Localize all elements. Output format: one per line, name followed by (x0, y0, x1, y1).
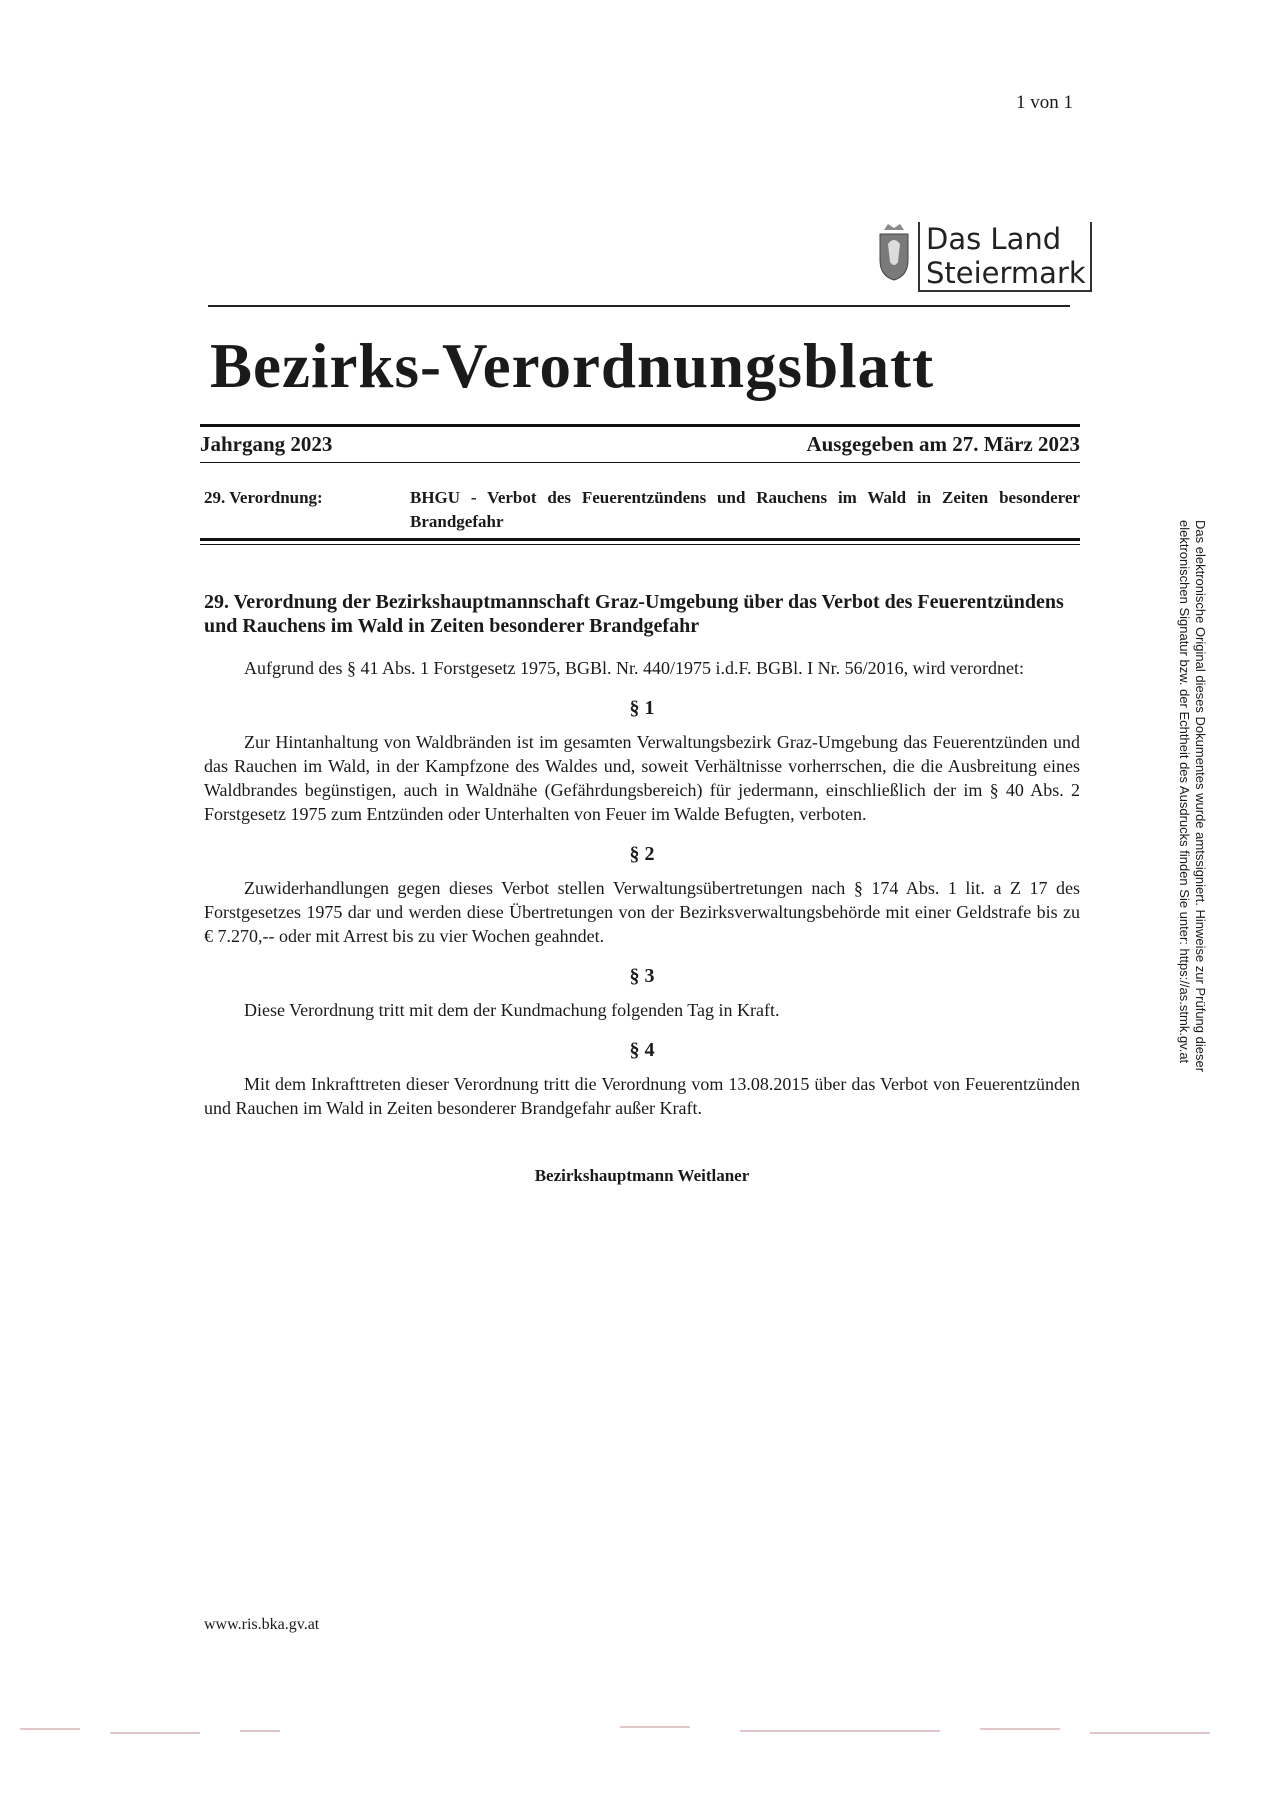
issue-date: Ausgegeben am 27. März 2023 (806, 432, 1080, 456)
state-logo (876, 222, 1092, 292)
page-counter: 1 von 1 (1016, 92, 1073, 113)
ordinance-heading: 29. Verordnung der Bezirkshauptmannschaft Graz-Umgebung über das Verbot des Feuerentzündens und Rauchens im Wald in Zeiten besonderer Brandgefahr (204, 591, 1064, 637)
summary-rule-bottom (200, 544, 1080, 545)
page-title: Bezirks-Verordnungsblatt (210, 331, 935, 401)
section-2-label: § 2 (629, 843, 655, 865)
footer-url: www.ris.bka.gv.at (204, 1616, 320, 1633)
scan-noise (0, 1716, 1278, 1746)
ordinance-number: 29. Verordnung: (204, 488, 323, 507)
signature-note-line-2: elektronischen Signatur bzw. der Echtheit des Ausdrucks finden Sie unter: https://as.stmk.gv.at (1177, 520, 1192, 1064)
section-1-label: § 1 (629, 697, 655, 719)
meta-rule-top (200, 424, 1080, 427)
section-3-label: § 3 (629, 965, 655, 987)
issue-meta (200, 432, 1080, 457)
logo-line-2: Steiermark (926, 256, 1086, 290)
intro-paragraph: Aufgrund des § 41 Abs. 1 Forstgesetz 1975, BGBl. Nr. 440/1975 i.d.F. BGBl. I Nr. 56/2016, wird verordnet: (244, 658, 1025, 678)
signature-note-line-1: Das elektronische Original dieses Dokumentes wurde amtssigniert. Hinweise zur Prüfung dieser (1193, 520, 1208, 1073)
styria-crest-icon (876, 222, 912, 282)
meta-rule-bottom (200, 462, 1080, 463)
signature: Bezirkshauptmann Weitlaner (534, 1166, 750, 1185)
section-1-text: Zur Hintanhaltung von Waldbränden ist im gesamten Verwaltungsbezirk Graz-Umgebung das Feuerentzünden und das Rauchen im Wald, in der Kampfzone des Waldes und, soweit Verhältnisse vorherrschen, die die Ausbreitung eines Waldbrandes begünstigen, auch in Waldnähe (Gefährdungsbereich) für jedermann, einschließlich der im § 40 Abs. 2 Forstgesetz 1975 zum Entzünden oder Unterhalten von Feuer im Walde Befugten, verboten. (204, 732, 1080, 824)
ordinance-body (204, 590, 1080, 1188)
logo-text (918, 222, 1092, 292)
signature-note (1168, 520, 1208, 1140)
section-4-label: § 4 (629, 1039, 655, 1061)
summary-rule-top (200, 538, 1080, 541)
section-3-text: Diese Verordnung tritt mit dem der Kundmachung folgenden Tag in Kraft. (244, 1000, 780, 1020)
ordinance-title: BHGU - Verbot des Feuerentzündens und Rauchens im Wald in Zeiten besonderer Brandgefahr (410, 488, 1080, 531)
header-rule (208, 305, 1070, 307)
section-2-text: Zuwiderhandlungen gegen dieses Verbot stellen Verwaltungsübertretungen nach § 174 Abs. 1 lit. a Z 17 des Forstgesetzes 1975 dar und werden diese Übertretungen von der Bezirksverwaltungsbehörde mit einer Geldstrafe bis zu € 7.270,-- oder mit Arrest bis zu vier Wochen geahndet. (204, 878, 1080, 946)
section-4-text: Mit dem Inkrafttreten dieser Verordnung tritt die Verordnung vom 13.08.2015 über das Verbot von Feuerentzünden und Rauchen im Wald in Zeiten besonderer Brandgefahr außer Kraft. (204, 1074, 1080, 1118)
jahrgang: Jahrgang 2023 (200, 432, 333, 456)
logo-line-1: Das Land (926, 222, 1062, 256)
